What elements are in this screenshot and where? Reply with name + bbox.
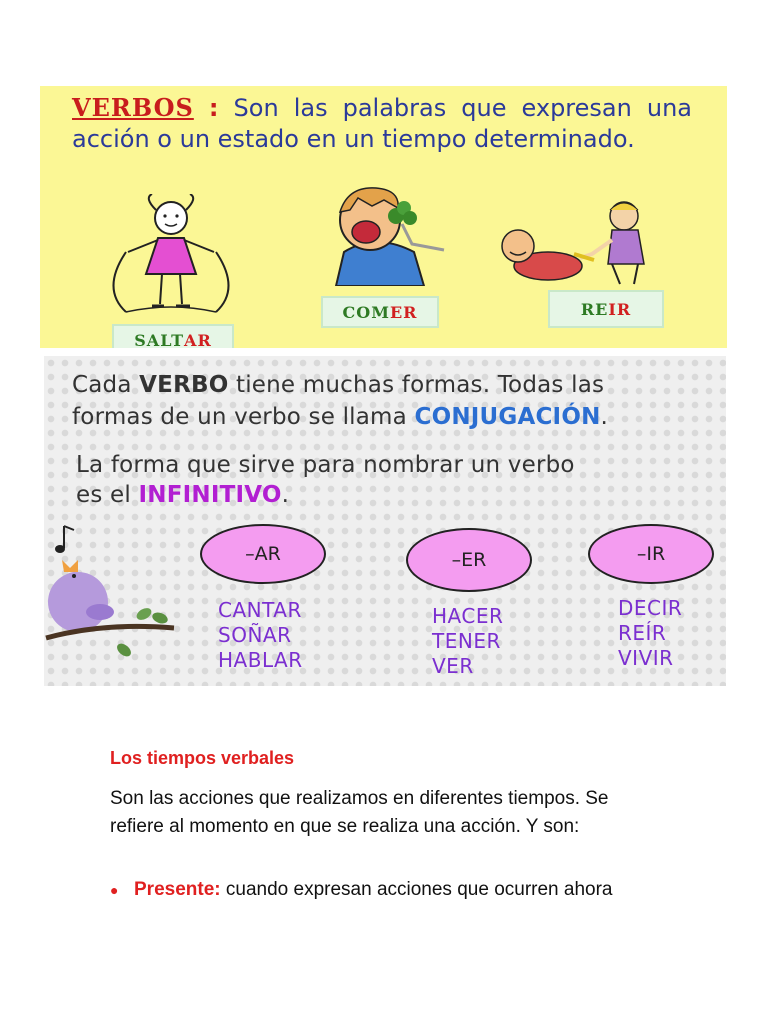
list-item: VER [432, 654, 474, 678]
list-item: HACER [432, 604, 504, 628]
list-item [110, 876, 670, 904]
ending-ar: –AR [200, 524, 326, 584]
conjugacion-panel [44, 356, 726, 686]
verbos-definition-text: Son las palabras que expresan una acción o un estado en un tiempo determinado. [72, 94, 692, 153]
verb-list-er [432, 604, 503, 679]
list-item: VIVIR [618, 646, 674, 670]
verb-example-comer: COM ER [321, 296, 439, 328]
boy-eating-illustration [314, 182, 454, 286]
list-item: TENER [432, 629, 501, 653]
list-item: DECIR [618, 596, 683, 620]
section-title: Los tiempos verbales [110, 748, 295, 768]
ending-er: –ER [406, 528, 532, 592]
bird-on-branch-illustration [44, 522, 184, 662]
infinitivo-line-1: La forma que sirve para nombrar un verbo [76, 452, 575, 478]
children-laughing-illustration [488, 196, 668, 288]
verbos-colon: : [208, 94, 219, 122]
infinitivo-line-2: es el INFINITIVO. [76, 482, 290, 508]
list-item: CANTAR [218, 598, 302, 622]
verb-example-reir: RE IR [548, 290, 664, 328]
bullet-term: Presente: [134, 879, 221, 900]
jumping-girl-illustration [96, 194, 246, 316]
verb-list-ir [618, 596, 682, 671]
verbos-keyword: VERBOS [72, 93, 194, 122]
conjugacion-line-1: Cada VERBO tiene muchas formas. Todas las [72, 372, 605, 398]
list-item: HABLAR [218, 648, 303, 672]
verbos-definition-panel [40, 86, 727, 348]
conjugacion-line-2: formas de un verbo se llama CONJUGACIÓN. [72, 404, 609, 430]
verbos-definition [72, 92, 692, 155]
list-item: REÍR [618, 621, 667, 645]
bullet-dot-icon: ● [110, 882, 119, 898]
bullet-text: cuando expresan acciones que ocurren ahora [220, 879, 613, 900]
verb-example-saltar: SALT AR [112, 324, 234, 348]
ending-ir: –IR [588, 524, 714, 584]
verb-list-ar [218, 598, 303, 673]
list-item: SOÑAR [218, 623, 292, 647]
section-body: Son las acciones que realizamos en diferentes tiempos. Se refiere al momento en que se realiza una acción. Y son: [110, 788, 609, 837]
